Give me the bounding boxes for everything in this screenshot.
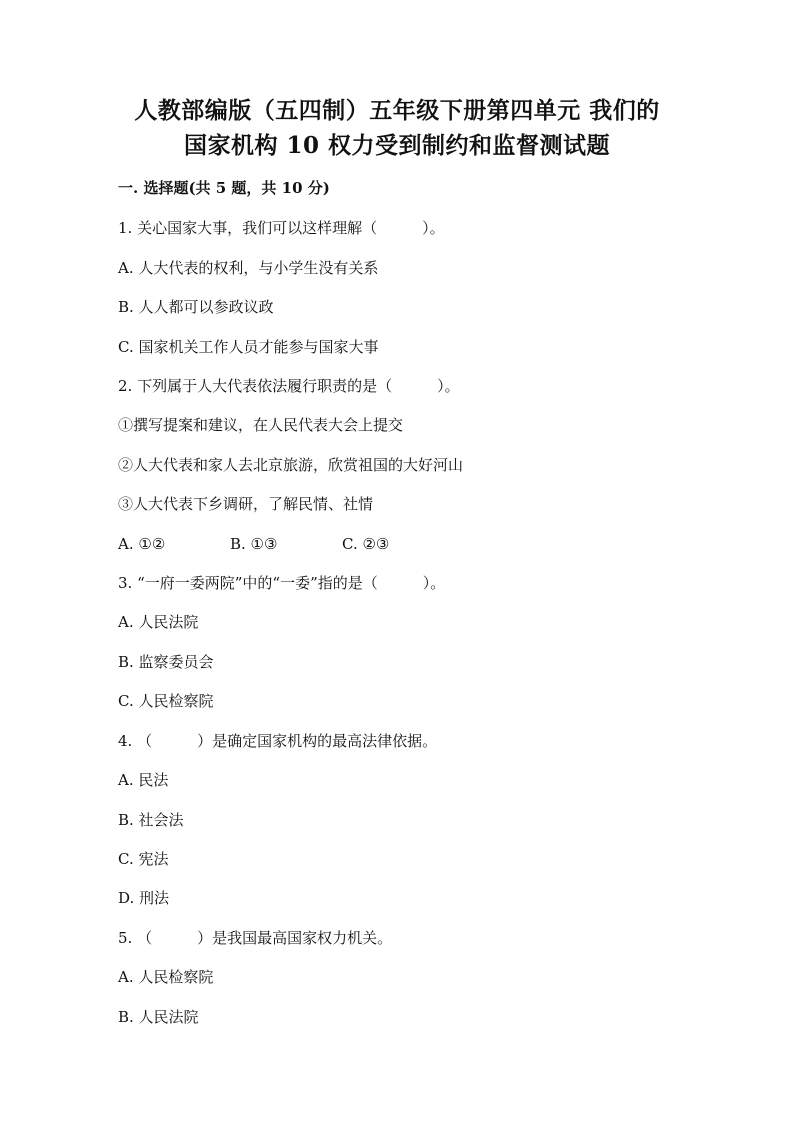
section-heading: 一. 选择题(共 5 题，共 10 分): [118, 179, 330, 197]
question-2-option-b: B. ①③: [230, 535, 278, 553]
question-1-stem: 1. 关心国家大事，我们可以这样理解（ ）。: [118, 219, 445, 237]
question-1-option-b: B. 人人都可以参政议政: [118, 298, 274, 316]
question-2-stem: 2. 下列属于人大代表依法履行职责的是（ ）。: [118, 377, 460, 395]
question-2-statement-1: ①撰写提案和建议，在人民代表大会上提交: [118, 416, 404, 434]
document-title-line-1: 人教部编版（五四制）五年级下册第四单元 我们的: [134, 97, 660, 124]
question-2-option-a: A. ①②: [118, 535, 166, 553]
question-4-option-d: D. 刑法: [118, 889, 170, 907]
question-1-option-c: C. 国家机关工作人员才能参与国家大事: [118, 338, 379, 356]
question-3-option-c: C. 人民检察院: [118, 692, 214, 710]
question-3-option-a: A. 人民法院: [118, 613, 199, 631]
question-3-option-b: B. 监察委员会: [118, 653, 214, 671]
question-5-option-b: B. 人民法院: [118, 1008, 199, 1026]
question-4-option-c: C. 宪法: [118, 850, 169, 868]
question-3-stem: 3. “一府一委两院”中的“一委”指的是（ ）。: [118, 574, 446, 592]
question-5-stem: 5. （ ）是我国最高国家权力机关。: [118, 929, 393, 947]
question-2-statement-3: ③人大代表下乡调研，了解民情、社情: [118, 495, 374, 513]
question-4-stem: 4. （ ）是确定国家机构的最高法律依据。: [118, 732, 438, 750]
question-2-statement-2: ②人大代表和家人去北京旅游，欣赏祖国的大好河山: [118, 456, 464, 474]
question-5-option-a: A. 人民检察院: [118, 968, 214, 986]
question-4-option-b: B. 社会法: [118, 811, 184, 829]
question-1-option-a: A. 人大代表的权利，与小学生没有关系: [118, 259, 379, 277]
document-title-line-2: 国家机构 10 权力受到制约和监督测试题: [183, 132, 611, 159]
question-4-option-a: A. 民法: [118, 771, 169, 789]
question-2-option-c: C. ②③: [342, 535, 390, 553]
